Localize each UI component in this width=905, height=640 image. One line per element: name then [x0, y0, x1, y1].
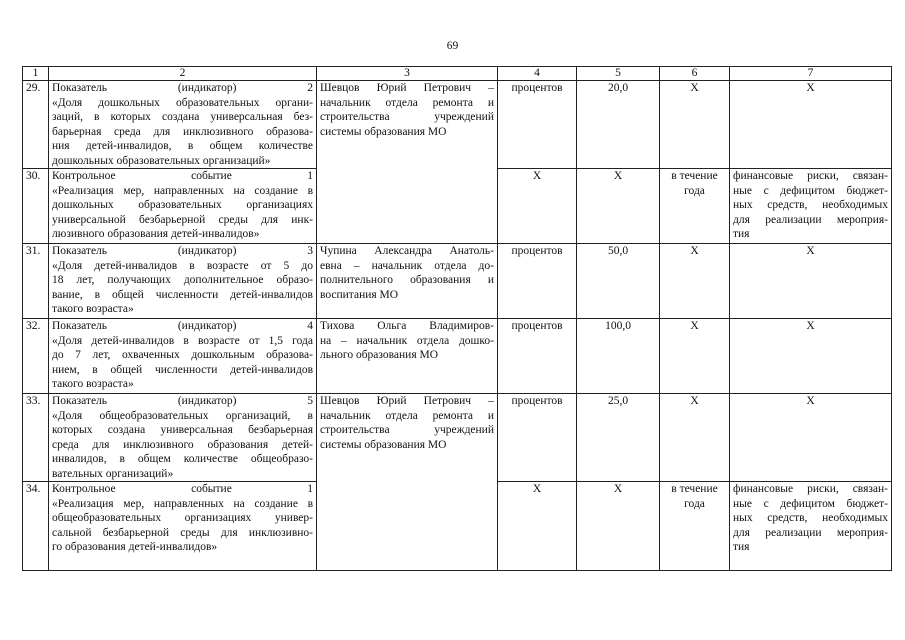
responsible-cell [317, 244, 498, 319]
indicator-cell-line: люзивного образования детей-инвалидов» [52, 228, 260, 240]
header-col-5: 5 [577, 67, 660, 81]
indicator-cell [49, 394, 317, 482]
risks-cell-line: X [806, 395, 815, 407]
indicator-cell-line: которых создана универсальная безбарьерная [52, 424, 313, 436]
header-col-7: 7 [730, 67, 892, 81]
period-cell-line: в течение [671, 483, 718, 495]
value-cell: 100,0 [577, 319, 660, 394]
risks-cell-line: тия [733, 541, 750, 553]
header-col-4: 4 [498, 67, 577, 81]
indicator-cell-line: общеобразовательных организациях универ- [52, 512, 313, 524]
indicator-cell-line: такого возраста» [52, 303, 134, 315]
header-row [23, 67, 892, 81]
responsible-cell-line: на – начальник отдела дошко- [320, 334, 494, 347]
responsible-cell-line: полнительного образования и [320, 274, 494, 286]
indicator-cell-line: Контрольное событие 1 [52, 483, 313, 495]
value-cell: 50,0 [577, 244, 660, 319]
unit-cell: X [498, 482, 577, 571]
indicator-cell-line: сальной безбарьерной среды для инклюзивно- [52, 526, 313, 539]
indicator-cell-line: среда для инклюзивного образования детей- [52, 438, 313, 451]
indicator-cell-line: заций, в которых создана универсальная без- [52, 111, 313, 123]
risks-cell-line: финансовые риски, связан- [733, 170, 888, 182]
responsible-cell-line: системы образования МО [320, 125, 447, 138]
period-cell [660, 169, 730, 244]
responsible-cell [317, 319, 498, 394]
responsible-cell-line: системы образования МО [320, 438, 447, 451]
header-col-3: 3 [317, 67, 498, 81]
indicator-cell-line: го образования детей-инвалидов» [52, 541, 218, 553]
period-cell-line: года [684, 497, 705, 510]
responsible-cell-line: Шевцов Юрий Петрович – [320, 395, 494, 407]
row-number: 33. [23, 394, 49, 482]
responsible-cell [317, 394, 498, 571]
row-number: 30. [23, 169, 49, 244]
responsible-cell-line: воспитания МО [320, 288, 399, 301]
indicator-cell [49, 244, 317, 319]
indicator-cell-line: дошкольных образовательных организациях [52, 199, 313, 211]
risks-cell [730, 81, 892, 169]
indicator-cell [49, 319, 317, 394]
responsible-cell [317, 81, 498, 244]
indicator-cell-line: дошкольных образовательных организаций» [52, 154, 271, 167]
risks-cell-line: для реализации мероприя- [733, 526, 888, 539]
risks-cell [730, 319, 892, 394]
responsible-cell-line: льного образования МО [320, 349, 439, 361]
row-number: 34. [23, 482, 49, 571]
indicator-cell-line: такого возраста» [52, 378, 134, 390]
period-cell: X [660, 319, 730, 394]
indicator-cell-line: нием, в общей численности детей-инвалидов [52, 363, 313, 376]
responsible-cell-line: строительства учреждений [320, 424, 494, 436]
unit-cell: X [498, 169, 577, 244]
table-row [23, 81, 892, 169]
period-cell-line: года [684, 184, 705, 197]
responsible-cell-line: евна – начальник отдела до- [320, 259, 494, 272]
indicator-cell-line: инвалидов, в общем количестве общеобразо- [52, 453, 313, 465]
table-row [23, 319, 892, 394]
row-number: 31. [23, 244, 49, 319]
row-number: 29. [23, 81, 49, 169]
indicator-cell-line: универсальной безбарьерной среды для инк- [52, 213, 313, 226]
indicator-cell-line: 18 лет, получающих дополнительное образо- [52, 274, 313, 286]
risks-cell [730, 482, 892, 571]
indicator-cell-line: Показатель (индикатор) 3 [52, 245, 313, 257]
indicator-cell-line: вание, в общей численности детей-инвалидов [52, 288, 313, 301]
risks-cell-line: для реализации мероприя- [733, 213, 888, 226]
unit-cell: процентов [498, 319, 577, 394]
table-row [23, 394, 892, 482]
risks-cell-line: X [806, 82, 815, 94]
indicator-cell-line: вательных организаций» [52, 467, 174, 480]
value-cell: X [577, 169, 660, 244]
indicator-cell-line: «Доля дошкольных образовательных органи- [52, 96, 313, 109]
indicator-cell [49, 81, 317, 169]
responsible-cell-line: Шевцов Юрий Петрович – [320, 82, 494, 94]
period-cell-line: в течение [671, 170, 718, 182]
indicator-cell-line: ния детей-инвалидов, в общем количестве [52, 140, 313, 152]
risks-cell-line: тия [733, 228, 750, 240]
period-cell: X [660, 81, 730, 169]
risks-cell-line: ных средств, необходимых [733, 512, 888, 524]
period-cell: X [660, 394, 730, 482]
table-row [23, 244, 892, 319]
risks-cell [730, 244, 892, 319]
responsible-cell-line: строительства учреждений [320, 111, 494, 123]
indicator-cell-line: барьерная среда для инклюзивного образова- [52, 125, 313, 138]
header-col-6: 6 [660, 67, 730, 81]
unit-cell: процентов [498, 394, 577, 482]
risks-cell-line: X [806, 245, 815, 257]
risks-cell-line: ные с дефицитом бюджет- [733, 497, 888, 510]
row-number: 32. [23, 319, 49, 394]
indicator-cell-line: «Доля общеобразовательных организаций, в [52, 409, 313, 422]
indicator-cell-line: «Доля детей-инвалидов в возрасте от 5 до [52, 259, 313, 272]
indicator-cell-line: «Доля детей-инвалидов в возрасте от 1,5 года [52, 334, 313, 347]
risks-cell-line: ные с дефицитом бюджет- [733, 184, 888, 197]
period-cell [660, 482, 730, 571]
responsible-cell-line: начальник отдела ремонта и [320, 409, 494, 422]
risks-cell-line: ных средств, необходимых [733, 199, 888, 211]
risks-cell-line: финансовые риски, связан- [733, 483, 888, 495]
value-cell: 25,0 [577, 394, 660, 482]
value-cell: X [577, 482, 660, 571]
responsible-cell-line: начальник отдела ремонта и [320, 96, 494, 109]
risks-cell [730, 394, 892, 482]
indicator-cell [49, 169, 317, 244]
measures-table [22, 66, 892, 571]
indicator-cell [49, 482, 317, 571]
responsible-cell-line: Тихова Ольга Владимиров- [320, 320, 494, 332]
indicator-cell-line: Показатель (индикатор) 2 [52, 82, 313, 94]
header-col-2: 2 [49, 67, 317, 81]
indicator-cell-line: Контрольное событие 1 [52, 170, 313, 182]
indicator-cell-line: «Реализация мер, направленных на создание в [52, 184, 313, 197]
indicator-cell-line: «Реализация мер, направленных на создание в [52, 497, 313, 510]
value-cell: 20,0 [577, 81, 660, 169]
responsible-cell-line: Чупина Александра Анатоль- [320, 245, 494, 257]
unit-cell: процентов [498, 81, 577, 169]
period-cell: X [660, 244, 730, 319]
risks-cell [730, 169, 892, 244]
page-number: 69 [446, 40, 459, 52]
indicator-cell-line: Показатель (индикатор) 4 [52, 320, 313, 332]
unit-cell: процентов [498, 244, 577, 319]
header-col-1: 1 [23, 67, 49, 81]
indicator-cell-line: до 7 лет, охваченных дошкольным образова- [52, 349, 313, 361]
risks-cell-line: X [806, 320, 815, 332]
indicator-cell-line: Показатель (индикатор) 5 [52, 395, 313, 407]
